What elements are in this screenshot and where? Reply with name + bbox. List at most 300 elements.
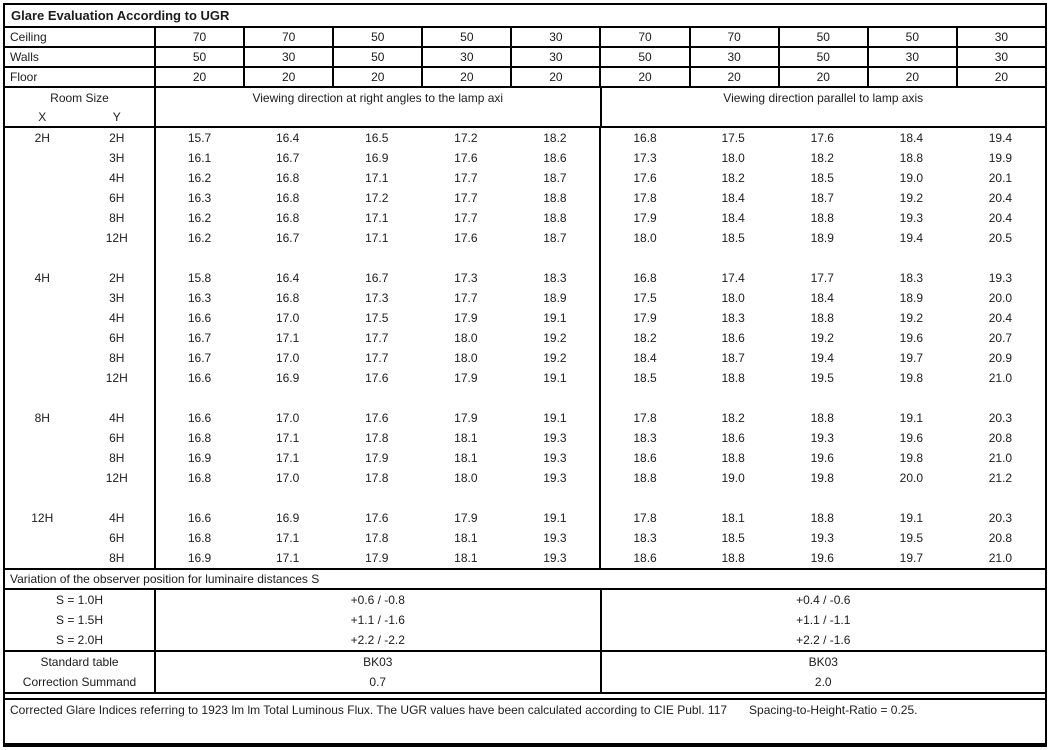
ugr-x-cell — [5, 348, 80, 368]
ugr-value-cell: 18.5 — [721, 531, 745, 545]
ugr-value-cell: 16.2 — [154, 208, 243, 228]
ugr-y-cell: 8H — [109, 211, 125, 225]
ugr-value-cell: 18.8 — [810, 211, 834, 225]
ugr-value-cell: 17.6 — [365, 511, 389, 525]
ugr-value-cell: 18.1 — [454, 551, 478, 565]
ugr-row — [5, 308, 1045, 328]
ugr-x-cell — [5, 248, 80, 268]
ugr-value-cell: 16.2 — [154, 168, 243, 188]
ugr-value-cell: 17.0 — [275, 311, 300, 325]
ugr-row — [5, 548, 1045, 568]
surface-value: 30 — [867, 48, 956, 66]
surface-value: 20 — [599, 68, 688, 86]
ugr-value-cell: 17.7 — [454, 171, 478, 185]
surface-value: 30 — [956, 48, 1045, 66]
ugr-row — [5, 528, 1045, 548]
ugr-value-cell: 19.6 — [810, 551, 834, 565]
ugr-x-cell — [5, 188, 80, 208]
ugr-value-cell: 19.3 — [988, 271, 1013, 285]
surface-value: 30 — [510, 48, 599, 66]
ugr-value-cell: 16.8 — [275, 211, 300, 225]
ugr-value-cell: 19.3 — [543, 551, 567, 565]
surface-reflectance-rows — [5, 28, 1045, 88]
viewing-direction-right-angles-header: Viewing direction at right angles to the lamp axi — [154, 88, 600, 126]
ugr-value-cell: 18.0 — [599, 228, 688, 248]
ugr-value-cell: 18.2 — [721, 171, 745, 185]
ugr-value-cell: 17.9 — [454, 311, 478, 325]
ugr-value-cell — [421, 488, 510, 508]
ugr-value-cell: 17.7 — [810, 271, 834, 285]
ugr-value-cell: 17.1 — [275, 331, 300, 345]
ugr-value-cell — [956, 388, 1045, 408]
ugr-value-cell: 17.8 — [365, 431, 389, 445]
ugr-value-cell: 19.3 — [543, 431, 567, 445]
surface-value: 20 — [778, 68, 867, 86]
ugr-value-cell: 19.8 — [899, 371, 924, 385]
ugr-x-cell — [5, 368, 80, 388]
ugr-value-cell: 16.9 — [154, 548, 243, 568]
summary-label: Correction Summand — [22, 675, 137, 689]
ugr-value-cell: 17.8 — [365, 471, 389, 485]
variation-right-value: +1.1 / -1.1 — [600, 610, 1046, 630]
ugr-y-cell: 8H — [109, 351, 125, 365]
variation-left-value: +2.2 / -2.2 — [154, 630, 600, 650]
ugr-value-cell: 17.8 — [365, 531, 389, 545]
ugr-value-cell: 19.1 — [543, 511, 567, 525]
ugr-y-cell: 12H — [105, 371, 128, 385]
ugr-value-cell: 19.2 — [543, 351, 567, 365]
ugr-value-cell — [689, 488, 778, 508]
ugr-value-cell: 19.3 — [543, 531, 567, 545]
surface-value: 50 — [332, 48, 421, 66]
ugr-value-cell: 20.0 — [988, 291, 1013, 305]
ugr-value-cell: 16.9 — [275, 371, 300, 385]
footer-spacing-ratio: Spacing-to-Height-Ratio = 0.25. — [749, 703, 918, 717]
ugr-value-cell: 17.8 — [599, 508, 688, 528]
surface-row — [5, 48, 1045, 68]
ugr-value-cell: 19.9 — [988, 151, 1013, 165]
ugr-value-cell: 18.4 — [721, 211, 745, 225]
ugr-value-cell: 17.1 — [365, 231, 389, 245]
ugr-x-cell — [5, 308, 80, 328]
ugr-value-cell: 20.1 — [988, 171, 1013, 185]
ugr-value-cell: 17.2 — [454, 131, 478, 145]
ugr-value-cell: 20.4 — [988, 311, 1013, 325]
ugr-value-cell — [956, 248, 1045, 268]
ugr-value-cell: 17.0 — [275, 351, 300, 365]
ugr-value-cell: 19.2 — [899, 191, 924, 205]
ugr-value-cell: 16.8 — [275, 171, 300, 185]
ugr-value-cell: 18.3 — [599, 428, 688, 448]
ugr-row — [5, 328, 1045, 348]
ugr-value-cell: 19.3 — [899, 211, 924, 225]
ugr-value-cell — [154, 388, 243, 408]
ugr-value-cell: 18.1 — [454, 431, 478, 445]
ugr-y-cell: 4H — [109, 511, 125, 525]
surface-value: 50 — [599, 48, 688, 66]
ugr-value-cell: 17.7 — [454, 211, 478, 225]
ugr-value-cell: 18.8 — [899, 151, 924, 165]
ugr-row — [5, 208, 1045, 228]
ugr-y-cell: 2H — [109, 271, 125, 285]
ugr-y-cell: 12H — [105, 231, 128, 245]
y-axis-label: Y — [112, 110, 121, 124]
ugr-value-cell — [154, 248, 243, 268]
x-axis-label: X — [38, 110, 47, 124]
ugr-value-cell: 18.8 — [721, 551, 745, 565]
surface-value: 20 — [243, 68, 332, 86]
ugr-value-cell: 20.3 — [988, 511, 1013, 525]
ugr-value-cell: 19.1 — [543, 371, 567, 385]
ugr-value-cell: 16.2 — [154, 228, 243, 248]
ugr-value-cell: 17.5 — [721, 131, 745, 145]
ugr-value-cell: 18.9 — [899, 291, 924, 305]
ugr-value-cell: 16.7 — [275, 151, 300, 165]
surface-value: 70 — [154, 28, 243, 46]
ugr-value-cell: 20.8 — [988, 431, 1013, 445]
ugr-value-cell — [332, 248, 421, 268]
table-group-header — [5, 88, 1045, 128]
ugr-value-cell: 20.7 — [988, 331, 1013, 345]
ugr-y-cell: 6H — [109, 431, 125, 445]
ugr-value-cell: 17.1 — [275, 531, 300, 545]
ugr-value-cell: 17.9 — [454, 411, 478, 425]
surface-value: 50 — [778, 28, 867, 46]
ugr-row — [5, 148, 1045, 168]
ugr-value-cell — [243, 388, 332, 408]
room-size-header — [5, 88, 154, 126]
ugr-value-cell: 19.8 — [899, 451, 924, 465]
page-title: Glare Evaluation According to UGR — [5, 5, 1045, 28]
ugr-value-cell — [867, 248, 956, 268]
ugr-value-cell — [778, 388, 867, 408]
variation-row — [5, 610, 1045, 630]
ugr-value-cell: 17.4 — [721, 271, 745, 285]
ugr-value-cell: 18.2 — [810, 151, 834, 165]
ugr-value-cell: 18.5 — [599, 368, 688, 388]
ugr-value-cell: 16.6 — [154, 368, 243, 388]
ugr-row — [5, 428, 1045, 448]
ugr-value-cell: 17.8 — [599, 408, 688, 428]
surface-value: 20 — [154, 68, 243, 86]
ugr-value-cell: 19.4 — [899, 231, 924, 245]
ugr-value-cell: 16.3 — [154, 288, 243, 308]
ugr-value-cell: 16.8 — [154, 428, 243, 448]
ugr-value-cell: 19.3 — [810, 431, 834, 445]
ugr-value-cell: 16.1 — [154, 148, 243, 168]
ugr-y-cell: 6H — [109, 191, 125, 205]
surface-value: 50 — [154, 48, 243, 66]
variation-label: S = 1.5H — [55, 613, 104, 627]
ugr-row — [5, 488, 1045, 508]
ugr-value-cell: 17.1 — [275, 431, 300, 445]
ugr-value-cell: 16.9 — [365, 151, 389, 165]
ugr-value-cell: 17.9 — [599, 208, 688, 228]
ugr-value-cell: 19.4 — [988, 131, 1013, 145]
ugr-row — [5, 348, 1045, 368]
ugr-x-cell: 12H — [31, 511, 54, 525]
ugr-value-cell — [243, 488, 332, 508]
ugr-value-cell: 20.5 — [988, 231, 1013, 245]
surface-value: 20 — [689, 68, 778, 86]
ugr-value-cell: 18.2 — [599, 328, 688, 348]
ugr-value-cell: 16.7 — [275, 231, 300, 245]
ugr-row — [5, 508, 1045, 528]
ugr-value-cell: 17.6 — [365, 411, 389, 425]
ugr-value-cell: 18.8 — [543, 211, 567, 225]
ugr-value-cell — [510, 488, 599, 508]
ugr-value-cell: 20.4 — [988, 211, 1013, 225]
ugr-y-cell: 8H — [109, 551, 125, 565]
ugr-value-cell: 17.1 — [365, 171, 389, 185]
ugr-value-cell — [421, 248, 510, 268]
ugr-value-cell: 18.6 — [721, 331, 745, 345]
ugr-value-cell — [421, 388, 510, 408]
variation-label: S = 1.0H — [55, 593, 104, 607]
ugr-row — [5, 468, 1045, 488]
ugr-value-cell — [332, 388, 421, 408]
ugr-value-cell: 19.1 — [543, 311, 567, 325]
surface-label: Floor — [10, 70, 38, 84]
ugr-value-cell: 20.0 — [899, 471, 924, 485]
ugr-value-cell: 19.4 — [810, 351, 834, 365]
surface-value: 50 — [867, 28, 956, 46]
ugr-value-cell — [778, 248, 867, 268]
ugr-value-cell: 16.8 — [154, 468, 243, 488]
ugr-value-cell: 19.2 — [543, 331, 567, 345]
ugr-value-cell: 19.3 — [543, 451, 567, 465]
surface-label: Walls — [10, 50, 39, 64]
ugr-value-cell: 18.2 — [543, 131, 567, 145]
ugr-value-cell: 17.1 — [365, 211, 389, 225]
surface-value: 70 — [243, 28, 332, 46]
ugr-value-cell: 17.1 — [275, 451, 300, 465]
ugr-value-cell: 18.8 — [599, 468, 688, 488]
ugr-row — [5, 248, 1045, 268]
ugr-y-cell: 12H — [105, 471, 128, 485]
ugr-value-cell: 16.8 — [154, 528, 243, 548]
ugr-value-cell: 17.2 — [365, 191, 389, 205]
ugr-value-cell: 19.1 — [899, 411, 924, 425]
ugr-row — [5, 288, 1045, 308]
ugr-value-cell — [243, 248, 332, 268]
ugr-value-cell: 16.8 — [599, 128, 688, 148]
ugr-row — [5, 228, 1045, 248]
ugr-row — [5, 188, 1045, 208]
ugr-value-cell: 19.8 — [810, 471, 834, 485]
ugr-value-cell: 18.2 — [721, 411, 745, 425]
viewing-direction-parallel-header: Viewing direction parallel to lamp axis — [600, 88, 1046, 126]
ugr-value-cell: 18.8 — [721, 451, 745, 465]
ugr-value-cell: 18.3 — [543, 271, 567, 285]
ugr-x-cell — [5, 448, 80, 468]
ugr-value-cell: 16.5 — [365, 131, 389, 145]
variation-left-value: +1.1 / -1.6 — [154, 610, 600, 630]
surface-value: 70 — [599, 28, 688, 46]
ugr-value-cell: 18.9 — [810, 231, 834, 245]
ugr-value-cell: 18.1 — [454, 451, 478, 465]
ugr-x-cell: 8H — [34, 411, 50, 425]
summary-left-value: 0.7 — [154, 672, 600, 692]
ugr-value-cell: 18.0 — [454, 331, 478, 345]
ugr-value-cell: 17.6 — [454, 231, 478, 245]
ugr-value-cell: 17.9 — [365, 451, 389, 465]
surface-value: 50 — [421, 28, 510, 46]
surface-value: 20 — [332, 68, 421, 86]
surface-row — [5, 28, 1045, 48]
ugr-value-cell — [867, 388, 956, 408]
ugr-value-cell — [867, 488, 956, 508]
ugr-value-cell: 21.0 — [988, 551, 1013, 565]
ugr-value-cell: 18.6 — [543, 151, 567, 165]
ugr-value-cell: 18.1 — [454, 531, 478, 545]
ugr-x-cell — [5, 228, 80, 248]
ugr-x-cell — [5, 548, 80, 568]
ugr-value-cell: 16.8 — [599, 268, 688, 288]
footer-note — [5, 698, 1045, 743]
ugr-value-cell: 18.4 — [721, 191, 745, 205]
ugr-value-cell — [778, 488, 867, 508]
ugr-value-cell: 18.6 — [599, 448, 688, 468]
ugr-value-cell: 19.0 — [899, 171, 924, 185]
ugr-y-cell: 6H — [109, 331, 125, 345]
surface-value: 30 — [689, 48, 778, 66]
ugr-value-cell: 19.1 — [899, 511, 924, 525]
variation-right-value: +2.2 / -1.6 — [600, 630, 1046, 650]
ugr-value-cell: 18.4 — [810, 291, 834, 305]
ugr-y-cell: 2H — [109, 131, 125, 145]
ugr-row — [5, 168, 1045, 188]
ugr-value-cell: 17.6 — [365, 371, 389, 385]
ugr-value-cell: 19.7 — [899, 551, 924, 565]
ugr-value-cell: 16.6 — [154, 408, 243, 428]
ugr-value-cell: 17.0 — [275, 411, 300, 425]
ugr-value-cell: 18.8 — [810, 311, 834, 325]
surface-label: Ceiling — [10, 30, 47, 44]
footer-text: Corrected Glare Indices referring to 1923 lm lm Total Luminous Flux. The UGR values have been calculated according to CIE Publ. 117 — [10, 703, 728, 717]
ugr-value-cell: 20.9 — [988, 351, 1013, 365]
variation-row — [5, 630, 1045, 650]
ugr-value-cell: 18.8 — [543, 191, 567, 205]
ugr-value-cell: 17.6 — [599, 168, 688, 188]
ugr-value-cell: 18.3 — [599, 528, 688, 548]
ugr-y-cell — [80, 248, 155, 268]
ugr-value-cell: 16.7 — [154, 328, 243, 348]
ugr-value-cell: 16.4 — [275, 271, 300, 285]
ugr-value-cell: 18.0 — [721, 291, 745, 305]
ugr-y-cell: 4H — [109, 171, 125, 185]
ugr-value-cell: 18.3 — [899, 271, 924, 285]
ugr-x-cell — [5, 328, 80, 348]
ugr-value-cell: 16.6 — [154, 308, 243, 328]
ugr-x-cell — [5, 208, 80, 228]
ugr-y-cell: 6H — [109, 531, 125, 545]
ugr-value-cell: 18.5 — [721, 231, 745, 245]
ugr-value-cell: 15.7 — [154, 128, 243, 148]
ugr-y-cell: 8H — [109, 451, 125, 465]
ugr-value-cell: 18.4 — [899, 131, 924, 145]
ugr-value-cell: 17.6 — [454, 151, 478, 165]
ugr-value-cell: 18.6 — [721, 431, 745, 445]
ugr-value-cell: 16.9 — [275, 511, 300, 525]
summary-row — [5, 672, 1045, 692]
ugr-value-cell: 18.7 — [721, 351, 745, 365]
ugr-row — [5, 408, 1045, 428]
ugr-y-cell: 4H — [109, 411, 125, 425]
ugr-value-cell: 16.8 — [275, 291, 300, 305]
ugr-value-cell: 19.6 — [810, 451, 834, 465]
ugr-value-cell — [689, 388, 778, 408]
ugr-x-cell: 2H — [34, 131, 50, 145]
ugr-y-cell — [80, 488, 155, 508]
surface-value: 20 — [956, 68, 1045, 86]
ugr-value-cell: 17.6 — [810, 131, 834, 145]
ugr-x-cell — [5, 488, 80, 508]
surface-value: 50 — [778, 48, 867, 66]
ugr-value-cell: 17.3 — [365, 291, 389, 305]
summary-row — [5, 652, 1045, 672]
ugr-x-cell — [5, 168, 80, 188]
ugr-value-cell: 18.1 — [721, 511, 745, 525]
ugr-value-cell: 20.4 — [988, 191, 1013, 205]
ugr-value-cell: 19.6 — [899, 331, 924, 345]
ugr-value-cell: 18.8 — [810, 411, 834, 425]
surface-value: 20 — [510, 68, 599, 86]
ugr-value-cell: 17.7 — [365, 331, 389, 345]
ugr-value-cell: 17.7 — [454, 191, 478, 205]
ugr-x-cell — [5, 288, 80, 308]
ugr-value-cell: 19.5 — [899, 531, 924, 545]
ugr-value-cell — [510, 388, 599, 408]
summary-rows — [5, 652, 1045, 694]
ugr-x-cell — [5, 428, 80, 448]
ugr-row — [5, 268, 1045, 288]
ugr-value-cell: 18.7 — [543, 171, 567, 185]
ugr-value-cell: 19.0 — [721, 471, 745, 485]
variation-left-value: +0.6 / -0.8 — [154, 590, 600, 610]
summary-right-value: BK03 — [600, 652, 1046, 672]
ugr-value-cell — [154, 488, 243, 508]
ugr-value-cell: 21.0 — [988, 371, 1013, 385]
ugr-value-cell: 16.3 — [154, 188, 243, 208]
variation-label: S = 2.0H — [55, 633, 104, 647]
ugr-value-cell: 18.3 — [721, 311, 745, 325]
ugr-value-cell — [956, 488, 1045, 508]
ugr-value-cell: 17.7 — [365, 351, 389, 365]
ugr-y-cell — [80, 388, 155, 408]
variation-rows — [5, 590, 1045, 652]
ugr-value-cell: 17.9 — [365, 551, 389, 565]
ugr-value-cell: 20.8 — [988, 531, 1013, 545]
ugr-value-cell: 20.3 — [988, 411, 1013, 425]
ugr-value-cell: 18.0 — [454, 471, 478, 485]
ugr-value-cell: 17.9 — [454, 371, 478, 385]
ugr-value-cell: 19.2 — [899, 311, 924, 325]
ugr-value-cell: 18.9 — [543, 291, 567, 305]
ugr-value-cell: 18.0 — [454, 351, 478, 365]
ugr-value-cell: 16.6 — [154, 508, 243, 528]
surface-row — [5, 68, 1045, 88]
ugr-value-cell: 16.4 — [275, 131, 300, 145]
variation-section-title: Variation of the observer position for luminaire distances S — [5, 570, 1045, 590]
surface-value: 20 — [867, 68, 956, 86]
ugr-value-cell: 18.5 — [810, 171, 834, 185]
ugr-y-cell: 3H — [109, 291, 125, 305]
ugr-value-cell: 19.1 — [543, 411, 567, 425]
ugr-value-cell: 19.7 — [899, 351, 924, 365]
ugr-value-cell: 17.9 — [454, 511, 478, 525]
ugr-value-cell: 19.2 — [810, 331, 834, 345]
